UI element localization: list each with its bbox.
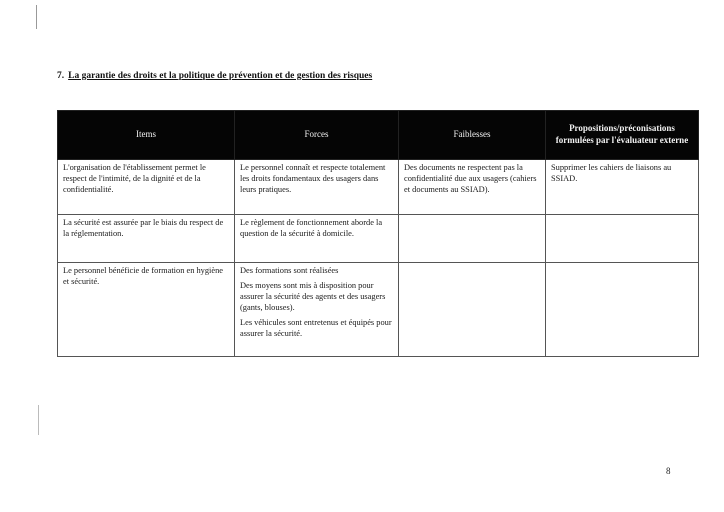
page-number: 8	[666, 466, 671, 476]
table-header-row	[58, 111, 699, 160]
scan-artifact	[38, 405, 39, 435]
force-entry: Des formations sont réalisées	[240, 266, 339, 275]
header-items: Items	[58, 111, 235, 160]
table-row	[58, 215, 699, 263]
cell-propositions	[546, 263, 699, 357]
cell-item: Le personnel bénéficie de formation en hygiène et sécurité.	[58, 263, 235, 357]
section-number: 7.	[57, 71, 65, 81]
cell-item: L'organisation de l'établissement permet le respect de l'intimité, de la dignité et de la confidentialité.	[58, 160, 235, 215]
section-title	[57, 71, 372, 81]
cell-forces	[235, 160, 399, 215]
scan-artifact	[36, 5, 37, 29]
force-entry: Le règlement de fonctionnement aborde la question de la sécurité à domicile.	[240, 218, 383, 238]
cell-faiblesses: Des documents ne respectent pas la confidentialité due aux usagers (cahiers et documents au SSIAD).	[399, 160, 546, 215]
cell-propositions: Supprimer les cahiers de liaisons au SSIAD.	[546, 160, 699, 215]
cell-forces	[235, 215, 399, 263]
cell-propositions	[546, 215, 699, 263]
cell-item: La sécurité est assurée par le biais du respect de la réglementation.	[58, 215, 235, 263]
header-propositions: Propositions/préconisations formulées par l'évaluateur externe	[546, 111, 699, 160]
cell-faiblesses	[399, 263, 546, 357]
table-row	[58, 263, 699, 357]
cell-forces	[235, 263, 399, 357]
cell-faiblesses	[399, 215, 546, 263]
force-entry: Le personnel connaît et respecte totalement les droits fondamentaux des usagers dans leurs pratiques.	[240, 163, 386, 194]
evaluation-table	[57, 110, 699, 357]
force-entry: Les véhicules sont entretenus et équipés pour assurer la sécurité.	[240, 317, 392, 338]
header-faiblesses: Faiblesses	[399, 111, 546, 160]
force-entry: Des moyens sont mis à disposition pour assurer la sécurité des agents et des usagers (gants, blouses).	[240, 280, 386, 312]
table-row	[58, 160, 699, 215]
section-title-text: La garantie des droits et la politique de prévention et de gestion des risques	[68, 71, 373, 81]
header-forces: Forces	[235, 111, 399, 160]
